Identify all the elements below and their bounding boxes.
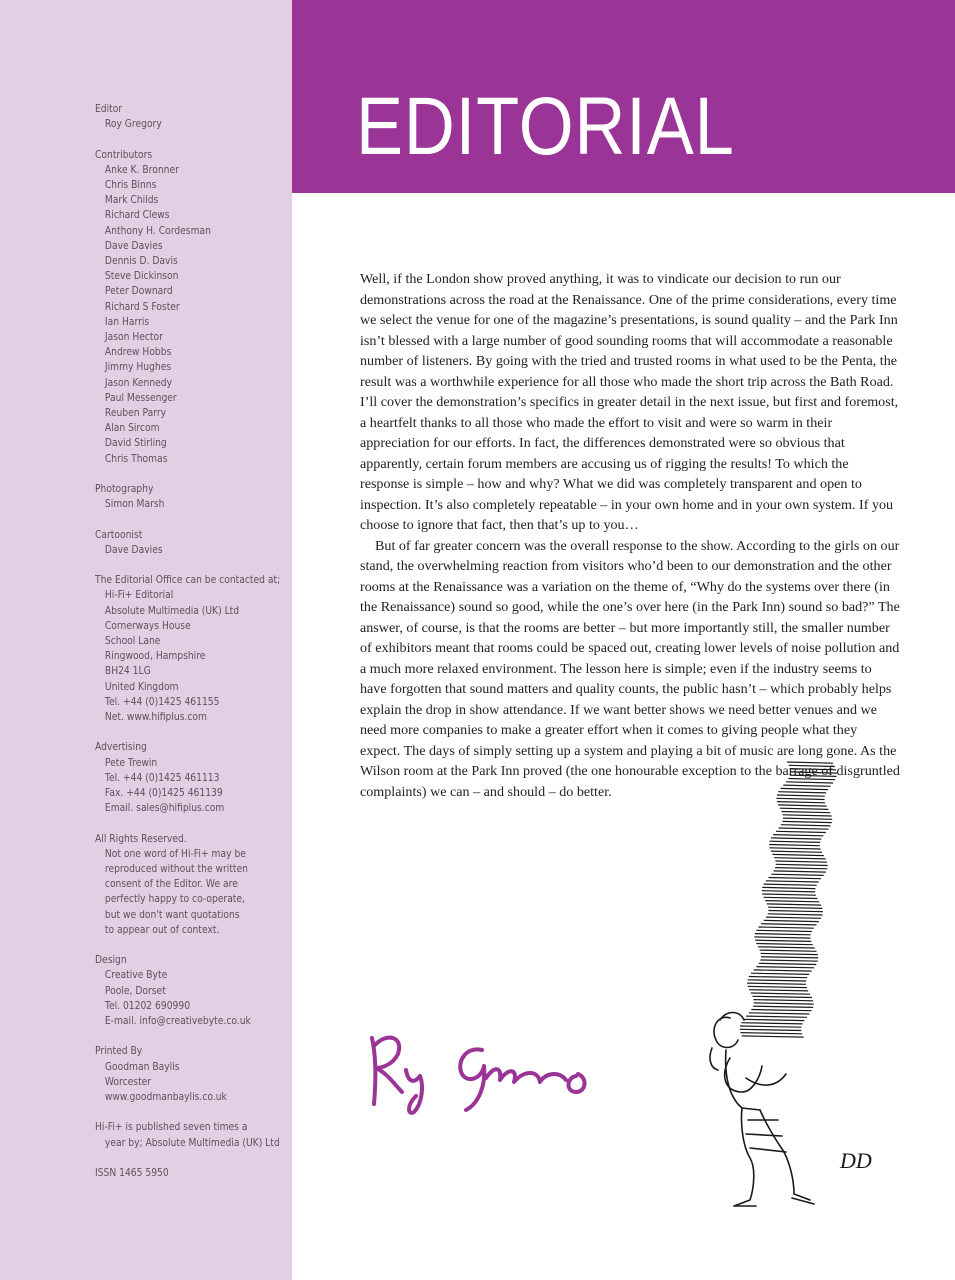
credit-item: Net. www.hifiplus.com — [104, 712, 207, 724]
credit-group — [95, 1166, 266, 1181]
credit-item: Email. sales@hifiplus.com — [104, 803, 225, 815]
credit-item: Simon Marsh — [104, 499, 165, 511]
paper-sheet — [756, 944, 813, 945]
paper-sheet — [742, 1036, 804, 1037]
paper-sheet — [755, 934, 811, 935]
credit-item: Peter Downard — [104, 286, 173, 298]
credit-item: Fax. +44 (0)1425 461139 — [104, 788, 223, 800]
credit-item: Dave Davies — [104, 240, 163, 252]
credit-item: Jimmy Hughes — [104, 362, 172, 374]
paper-sheet — [777, 802, 825, 803]
credit-item: Paul Messenger — [104, 392, 177, 404]
credit-item: year by; Absolute Multimedia (UK) Ltd — [104, 1137, 280, 1149]
paper-sheet — [764, 920, 819, 921]
masthead-banner — [292, 0, 955, 193]
paper-sheet — [768, 914, 823, 915]
paper-sheet — [748, 980, 807, 981]
credit-heading: Cartoonist — [95, 529, 143, 541]
editor-signature — [362, 1026, 612, 1116]
credit-group — [95, 1044, 266, 1105]
paper-sheet — [781, 825, 831, 826]
paper-sheet — [783, 815, 832, 816]
credit-item: Ian Harris — [104, 316, 150, 328]
paper-sheet — [740, 1029, 802, 1030]
paper-sheet — [770, 848, 821, 849]
paper-sheet — [755, 940, 811, 941]
credit-group — [95, 832, 266, 938]
article-paragraph: Well, if the London show proved anything, it was to vindicate our decision to run our demonstrations across the road at the Renaissance. One of the prime considerations, every time we select the venue for one of the magazine’s presentations, is sound quality – and the Park Inn isn’t blessed with a large number of good sounding rooms that will accommodate a reasonable number of listeners. By going with the tried and trusted rooms in what used to be the Penta, the result was a worthwhile experience for all those who made the short trip across the Bath Road. I’ll cover the demonstration’s specifics in greater detail in the next issue, but first and foremost, a heartfelt thanks to all those who made the effort to visit and were so warm in their appreciation for our efforts. In fact, the differences demonstrated were so obvious that apparently, certain forum members are accusing us of rigging the results! To which the response is simple – how and why? What we did was completely transparent and open to inspection. It’s also completely repeatable – in your own home and in your own system. If you choose to ignore that fact, then that’s up to you… — [360, 271, 899, 533]
paper-sheet — [756, 967, 814, 968]
cartoon-initials: DD — [840, 1148, 872, 1173]
credit-item: Steve Dickinson — [104, 271, 179, 283]
paper-sheet — [766, 917, 821, 918]
credit-group — [95, 740, 266, 816]
credit-item: Tel. +44 (0)1425 461113 — [104, 772, 220, 784]
credit-heading: All Rights Reserved. — [95, 833, 187, 845]
credit-item: Richard S Foster — [104, 301, 180, 313]
paper-sheet — [764, 897, 818, 898]
paper-sheet — [770, 841, 821, 842]
paper-sheet — [781, 788, 829, 789]
credit-item: Dave Davies — [104, 544, 163, 556]
paper-sheet — [741, 1033, 803, 1034]
paper-sheet — [787, 762, 833, 763]
paper-sheet — [749, 1013, 810, 1014]
paper-sheet — [749, 977, 807, 978]
credit-group — [95, 148, 266, 467]
credit-item: Tel. 01202 690990 — [104, 1000, 191, 1012]
credit-item: Andrew Hobbs — [104, 347, 172, 359]
paper-sheet — [782, 821, 831, 822]
credit-item: but we don't want quotations — [104, 909, 240, 921]
paper-sheet — [771, 838, 821, 839]
paper-sheet — [753, 1006, 813, 1007]
credit-item: Alan Sircom — [104, 423, 160, 435]
credit-item: Absolute Multimedia (UK) Ltd — [104, 605, 240, 617]
credit-heading: Photography — [95, 484, 154, 496]
paper-sheet — [783, 818, 832, 819]
credit-item: David Stirling — [104, 438, 167, 450]
paper-sheet — [754, 1003, 814, 1004]
paper-sheet — [760, 960, 817, 961]
paper-sheet — [773, 854, 824, 855]
paper-sheet — [769, 878, 822, 879]
paper-sheet — [790, 772, 837, 773]
credit-item: Pete Trewin — [104, 757, 158, 769]
paper-sheet — [776, 831, 826, 832]
credit-item: Anthony H. Cordesman — [104, 225, 211, 237]
paper-sheet — [769, 845, 820, 846]
paper-sheet — [773, 835, 823, 836]
paper-sheet — [747, 983, 806, 984]
credit-item: Goodman Baylis — [104, 1061, 180, 1073]
paper-sheet — [774, 858, 826, 859]
credit-heading: ISSN 1465 5950 — [95, 1168, 169, 1180]
paper-sheet — [761, 924, 816, 925]
credit-item: Mark Childs — [104, 195, 159, 207]
editorial-article — [360, 269, 900, 802]
paper-sheet — [767, 904, 821, 905]
paper-sheet — [751, 993, 810, 994]
credit-item: E-mail. info@creativebyte.co.uk — [104, 1016, 251, 1028]
paper-sheet — [756, 930, 812, 931]
credits-list — [95, 102, 281, 1196]
paper-sheet — [762, 887, 815, 888]
credit-item: Tel. +44 (0)1425 461155 — [104, 696, 220, 708]
credit-heading: Hi-Fi+ is published seven times a — [95, 1122, 248, 1134]
paper-sheet — [790, 775, 837, 776]
credit-item: Poole, Dorset — [104, 985, 166, 997]
credit-item: Worcester — [104, 1076, 152, 1088]
credit-item: Cornerways House — [104, 620, 191, 632]
credit-item: Chris Thomas — [104, 453, 168, 465]
paper-sheet — [751, 1010, 811, 1011]
credit-item: Creative Byte — [104, 970, 168, 982]
credit-item: Not one word of Hi-Fi+ may be — [104, 848, 246, 860]
paper-sheet — [762, 891, 815, 892]
credit-item: United Kingdom — [104, 681, 179, 693]
credit-item: Roy Gregory — [104, 119, 162, 131]
credit-item: Reuben Parry — [104, 408, 167, 420]
paper-sheet — [778, 792, 826, 793]
cartoon-man-with-paper-stack — [690, 748, 880, 1218]
credit-heading: The Editorial Office can be contacted at; — [95, 575, 281, 587]
credit-item: Chris Binns — [104, 180, 157, 191]
paper-sheet — [762, 894, 816, 895]
credit-item: Richard Clews — [104, 210, 170, 222]
credit-item: perfectly happy to co-operate, — [104, 894, 245, 906]
paper-sheet — [748, 986, 807, 987]
paper-sheet — [771, 874, 824, 875]
paper-sheet — [766, 881, 819, 882]
article-paragraph: But of far greater concern was the overall response to the show. According to the girls on our stand, the overwhelming reaction from visitors who’d been to our demonstration and the other rooms at the Renaissance was a variation on the theme of, “Why do the systems over there (in the Renaissance) sound so good, while the one’s over here (in the Park Inn) sound so bad?” The answer, of course, is that the rooms are better – but more importantly still, the smaller number of exhibitors meant that rooms could be spaced out, creating lower levels of noise pollution and a much more relaxed environment. The lesson here is simple; even if the industry seems to have forgotten that sound matters and quality counts, the public hasn’t – which probably helps explain the drop in show attendance. If we want better shows we need better venues and we need more companies to make a greater effort when it comes to giving people what they expect. The days of simply setting up a system and playing a bit of music are long gone. As the Wilson room at the Park Inn proved (the one honourable exception to the barrage of disgruntled complaints) we can – and should – do better. — [360, 537, 900, 800]
paper-sheet — [780, 808, 829, 809]
credit-group — [95, 573, 281, 725]
credit-group — [95, 102, 266, 132]
credit-heading: Advertising — [95, 742, 147, 754]
credit-item: School Lane — [104, 636, 161, 648]
credit-heading: Editor — [95, 104, 123, 115]
paper-sheet — [777, 795, 825, 796]
paper-sheet — [749, 990, 808, 991]
paper-sheet — [764, 884, 817, 885]
credit-item: Jason Kennedy — [104, 377, 173, 389]
paper-sheet — [751, 973, 809, 974]
paper-sheet — [765, 901, 819, 902]
paper-sheet — [744, 1019, 805, 1020]
paper-sheet — [789, 765, 835, 766]
credit-item: Ringwood, Hampshire — [104, 651, 206, 663]
credit-item: BH24 1LG — [104, 666, 151, 678]
paper-sheet — [790, 769, 836, 770]
paper-sheet — [768, 911, 823, 912]
paper-sheet — [783, 785, 830, 786]
paper-sheet — [758, 927, 814, 928]
paper-sheet — [775, 861, 827, 862]
credit-group — [95, 1120, 280, 1150]
paper-sheet — [775, 868, 827, 869]
paper-sheet — [754, 970, 812, 971]
credit-heading: Design — [95, 955, 127, 967]
credit-item: to appear out of context. — [104, 924, 220, 936]
paper-sheet — [786, 782, 833, 783]
paper-stack — [740, 762, 837, 1037]
credit-heading: Printed By — [95, 1046, 143, 1058]
paper-sheet — [779, 828, 829, 829]
paper-sheet — [776, 864, 828, 865]
credit-item: reproduced without the written — [104, 864, 248, 876]
paper-sheet — [776, 798, 824, 799]
credit-item: Jason Hector — [104, 332, 163, 344]
paper-sheet — [781, 812, 830, 813]
paper-sheet — [746, 1016, 807, 1017]
paper-sheet — [753, 1000, 813, 1001]
paper-sheet — [758, 947, 815, 948]
paper-sheet — [768, 907, 822, 908]
credit-group — [95, 528, 266, 558]
paper-sheet — [760, 950, 817, 951]
page-title: EDITORIAL — [356, 81, 735, 172]
paper-sheet — [741, 1023, 802, 1024]
cartoon-figure — [710, 1013, 814, 1207]
paper-sheet — [740, 1026, 801, 1027]
credit-item: Dennis D. Davis — [104, 256, 178, 268]
paper-sheet — [761, 953, 818, 954]
paper-sheet — [774, 871, 826, 872]
paper-sheet — [752, 996, 812, 997]
credit-item: Anke K. Bronner — [104, 164, 179, 176]
credit-group — [95, 953, 266, 1029]
credit-item: Hi-Fi+ Editorial — [104, 590, 174, 602]
paper-sheet — [778, 805, 827, 806]
paper-sheet — [771, 851, 822, 852]
credit-group — [95, 482, 266, 512]
credit-item: www.goodmanbaylis.co.uk — [104, 1092, 227, 1104]
paper-sheet — [788, 779, 835, 780]
credit-item: consent of the Editor. We are — [104, 879, 238, 891]
paper-sheet — [759, 963, 817, 964]
paper-sheet — [754, 937, 810, 938]
paper-sheet — [761, 957, 818, 958]
credit-heading: Contributors — [95, 149, 153, 161]
